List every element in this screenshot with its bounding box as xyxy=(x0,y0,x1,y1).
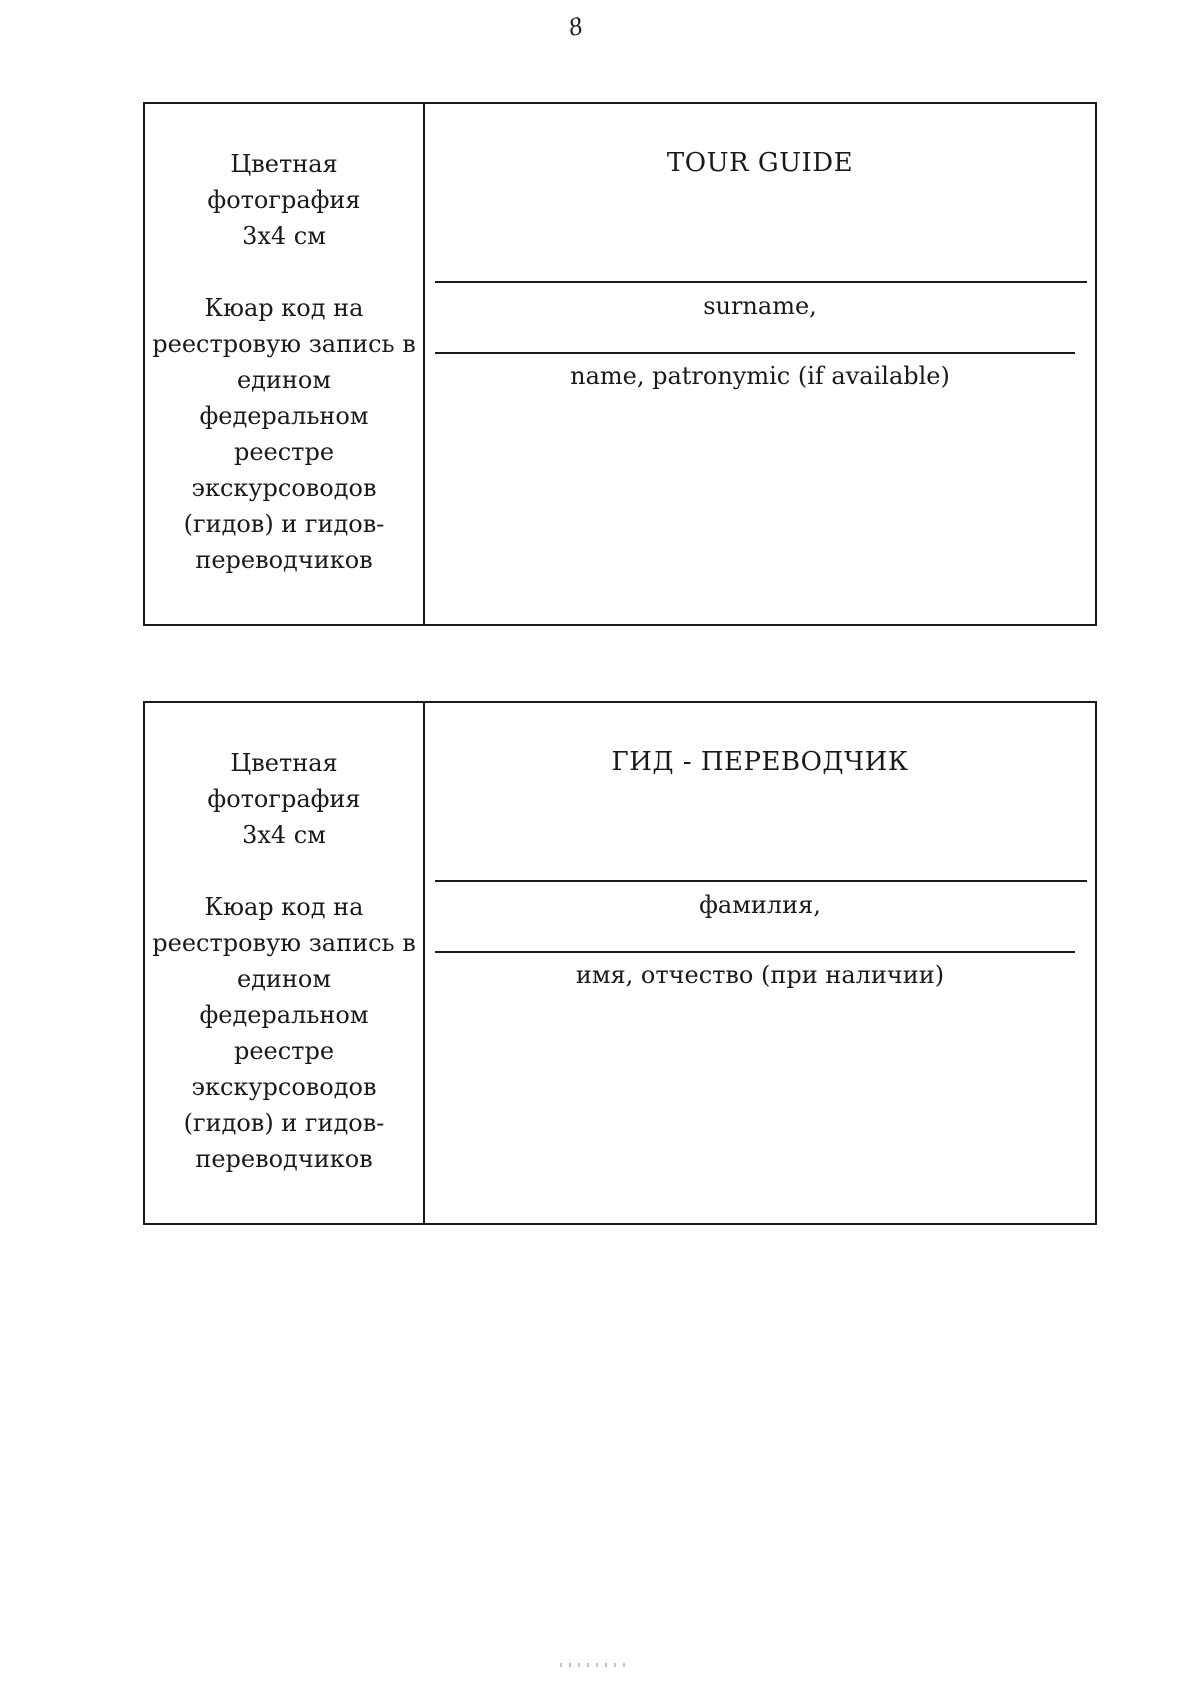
photo-placeholder xyxy=(145,703,425,1223)
card-title: ГИД - ПЕРЕВОДЧИК xyxy=(611,747,909,777)
card-info xyxy=(425,104,1095,624)
photo-placeholder xyxy=(145,104,425,624)
tour-guide-card xyxy=(143,102,1097,626)
guide-interpreter-card xyxy=(143,701,1097,1225)
name-caption: name, patronymic (if available) xyxy=(570,362,950,390)
card-title: TOUR GUIDE xyxy=(666,148,854,178)
name-line xyxy=(435,352,1075,354)
photo-label: Цветная фотография 3х4 см xyxy=(207,150,361,250)
name-caption: имя, отчество (при наличии) xyxy=(575,961,945,989)
qr-code-label: Кюар код на реестровую запись в едином федеральном реестре экскурсоводов (гидов) и гидов-переводчиков xyxy=(152,893,416,1173)
photo-label: Цветная фотография 3х4 см xyxy=(207,749,361,849)
scan-artifact xyxy=(560,1663,630,1667)
page-number: 8 xyxy=(566,10,585,43)
name-line xyxy=(435,951,1075,953)
surname-caption: surname, xyxy=(703,292,817,320)
surname-line xyxy=(435,880,1087,882)
card-info xyxy=(425,703,1095,1223)
surname-line xyxy=(435,281,1087,283)
surname-caption: фамилия, xyxy=(699,891,821,919)
qr-code-label: Кюар код на реестровую запись в едином федеральном реестре экскурсоводов (гидов) и гидов-переводчиков xyxy=(152,294,416,574)
